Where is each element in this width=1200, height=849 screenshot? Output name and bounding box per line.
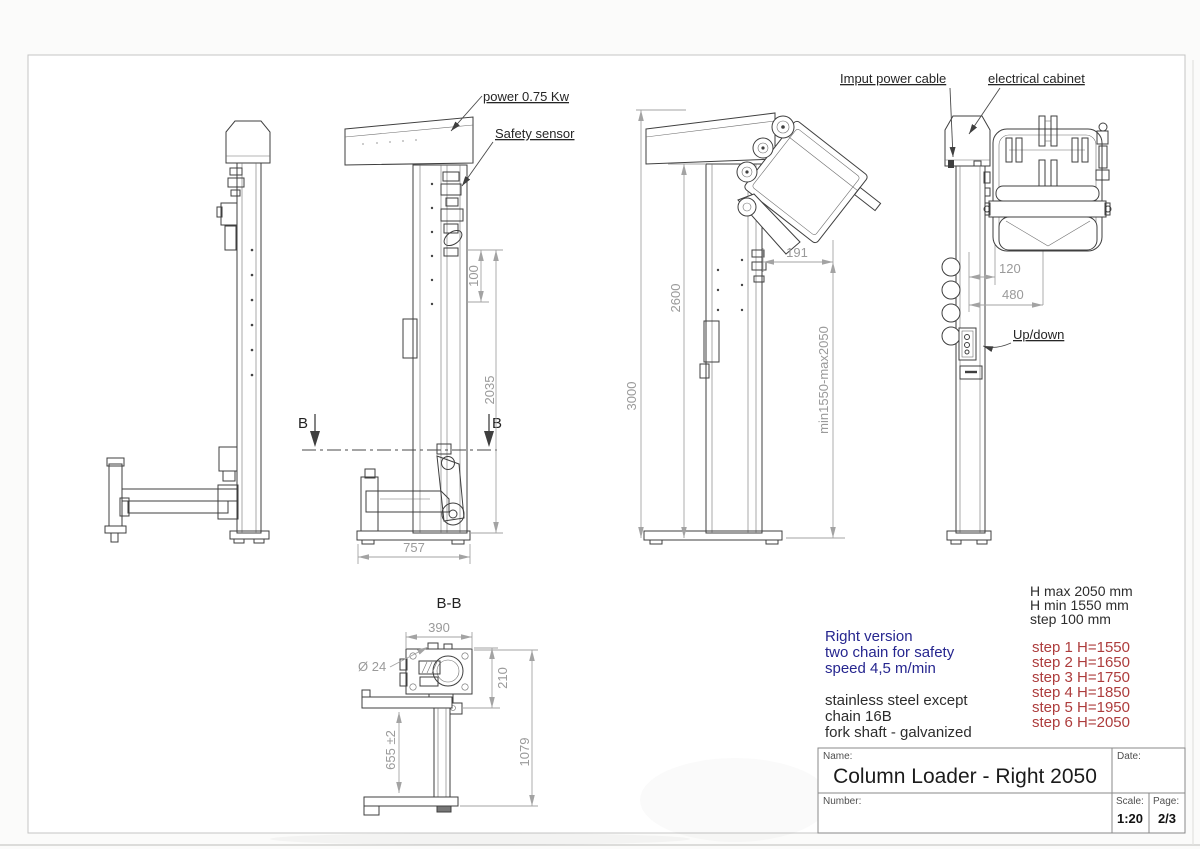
dim-3000: 3000 [624, 381, 639, 411]
callout-safety-sensor: Safety sensor [495, 126, 575, 141]
scale-label: Scale: [1116, 796, 1144, 807]
note-material-line: fork shaft - galvanized [825, 724, 972, 741]
callout-input-power-cable: Imput power cable [840, 71, 947, 86]
note-version-line: Right version [825, 628, 913, 645]
note-step-line: step 6 H=2050 [1032, 714, 1130, 731]
dim-757: 757 [403, 540, 425, 555]
dim-1079: 1079 [517, 737, 532, 767]
note-material-line: chain 16B [825, 708, 892, 725]
notes-steps [1032, 639, 1130, 731]
note-step-line: step 2 H=1650 [1032, 654, 1130, 671]
dim-390: 390 [428, 620, 450, 635]
view-bin-detail [984, 116, 1111, 251]
page-value: 2/3 [1157, 811, 1177, 826]
dim-480: 480 [1002, 287, 1024, 302]
note-material-line: stainless steel except [825, 692, 968, 709]
note-height-line: H max 2050 mm [1030, 583, 1133, 599]
note-version-line: two chain for safety [825, 644, 955, 661]
note-step-line: step 3 H=1750 [1032, 669, 1130, 686]
page-label: Page: [1153, 796, 1180, 807]
dim-dia24: Ø 24 [358, 659, 387, 674]
name-label: Name: [823, 751, 853, 762]
section-cut-label-right: B [491, 415, 503, 432]
title-block [818, 748, 1185, 833]
note-step-line: step 4 H=1850 [1032, 684, 1130, 701]
drawing-title: Column Loader - Right 2050 [833, 765, 1097, 788]
dim-191: 191 [786, 245, 808, 260]
scan-smudge [640, 758, 830, 842]
dim-120: 120 [999, 261, 1021, 276]
note-step-line: step 5 H=1950 [1032, 699, 1130, 716]
dim-range: min1550-max2050 [816, 326, 831, 434]
dim-655: 655 ±2 [383, 730, 398, 770]
dim-100: 100 [466, 265, 481, 287]
pendant-control [959, 328, 976, 360]
note-version-line: speed 4,5 m/min [825, 660, 936, 677]
callout-power: power 0.75 Kw [483, 89, 569, 104]
callout-up-down: Up/down [1013, 327, 1065, 342]
callout-electrical-cabinet: electrical cabinet [988, 71, 1085, 86]
number-label: Number: [823, 796, 862, 807]
section-title: B-B [436, 595, 462, 612]
dim-210: 210 [495, 667, 510, 689]
dim-2600: 2600 [668, 283, 683, 313]
scan-smudge [270, 833, 690, 845]
scale-value: 1:20 [1116, 811, 1144, 826]
note-height-line: step 100 mm [1030, 611, 1111, 627]
date-label: Date: [1117, 751, 1141, 762]
section-cut-label-left: B [297, 415, 309, 432]
note-step-line: step 1 H=1550 [1032, 639, 1130, 656]
dim-2035: 2035 [482, 375, 497, 405]
note-height-line: H min 1550 mm [1030, 597, 1129, 613]
